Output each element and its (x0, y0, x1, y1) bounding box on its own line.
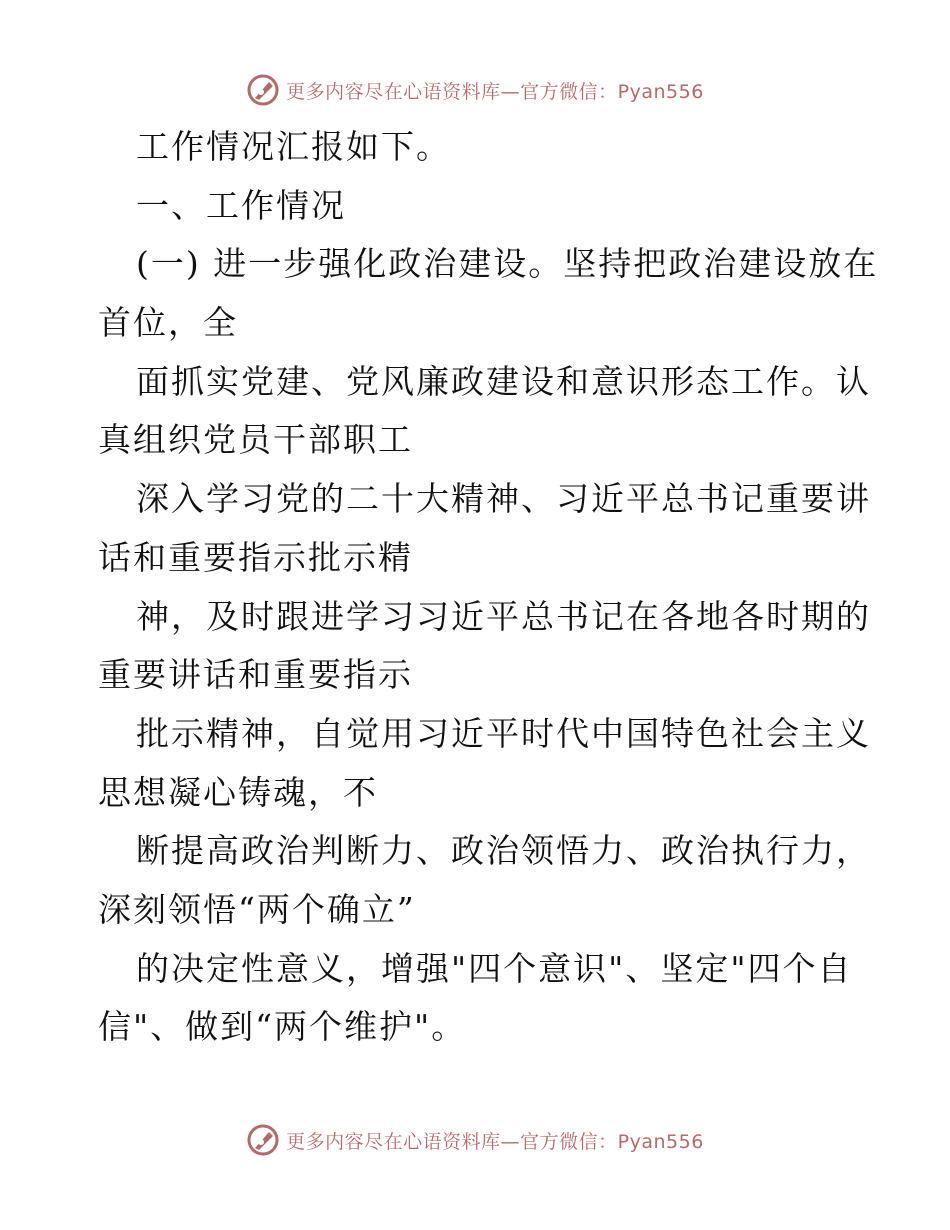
pen-logo-icon (246, 1123, 280, 1157)
body-line: 深刻领悟“两个确立” (98, 889, 416, 929)
body-line: 重要讲话和重要指示 (98, 655, 413, 695)
footer-watermark (0, 1120, 950, 1160)
pen-logo-icon (246, 73, 280, 107)
footer-watermark-text: 更多内容尽在心语资料库—官方微信：Pyan556 (286, 1130, 704, 1153)
body-line: 面抓实党建、党风廉政建设和意识形态工作。认 (136, 361, 871, 401)
body-line: 首位，全 (98, 303, 238, 343)
body-line: 批示精神，自觉用习近平时代中国特色社会主义 (136, 713, 871, 753)
body-line: 的决定性意义，增强"四个意识"、坚定"四个自 (136, 948, 853, 988)
header-watermark (0, 70, 950, 110)
body-line: 深入学习党的二十大精神、习近平总书记重要讲 (136, 479, 871, 519)
body-line: 真组织党员干部职工 (98, 420, 413, 460)
body-line: 工作情况汇报如下。 (136, 127, 451, 166)
header-watermark-text: 更多内容尽在心语资料库—官方微信：Pyan556 (286, 80, 704, 103)
body-line: 话和重要指示批示精 (98, 537, 413, 577)
body-line: 一、工作情况 (136, 185, 346, 225)
body-line: 思想凝心铸魂，不 (98, 772, 378, 812)
body-line: 信"、做到“两个维护"。 (98, 1007, 467, 1047)
body-line: 神，及时跟进学习习近平总书记在各地各时期的 (136, 596, 871, 636)
body-line: (一) 进一步强化政治建设。坚持把政治建设放在 (136, 244, 879, 284)
body-line: 断提高政治判断力、政治领悟力、政治执行力， (136, 831, 871, 871)
document-body (98, 118, 879, 1057)
